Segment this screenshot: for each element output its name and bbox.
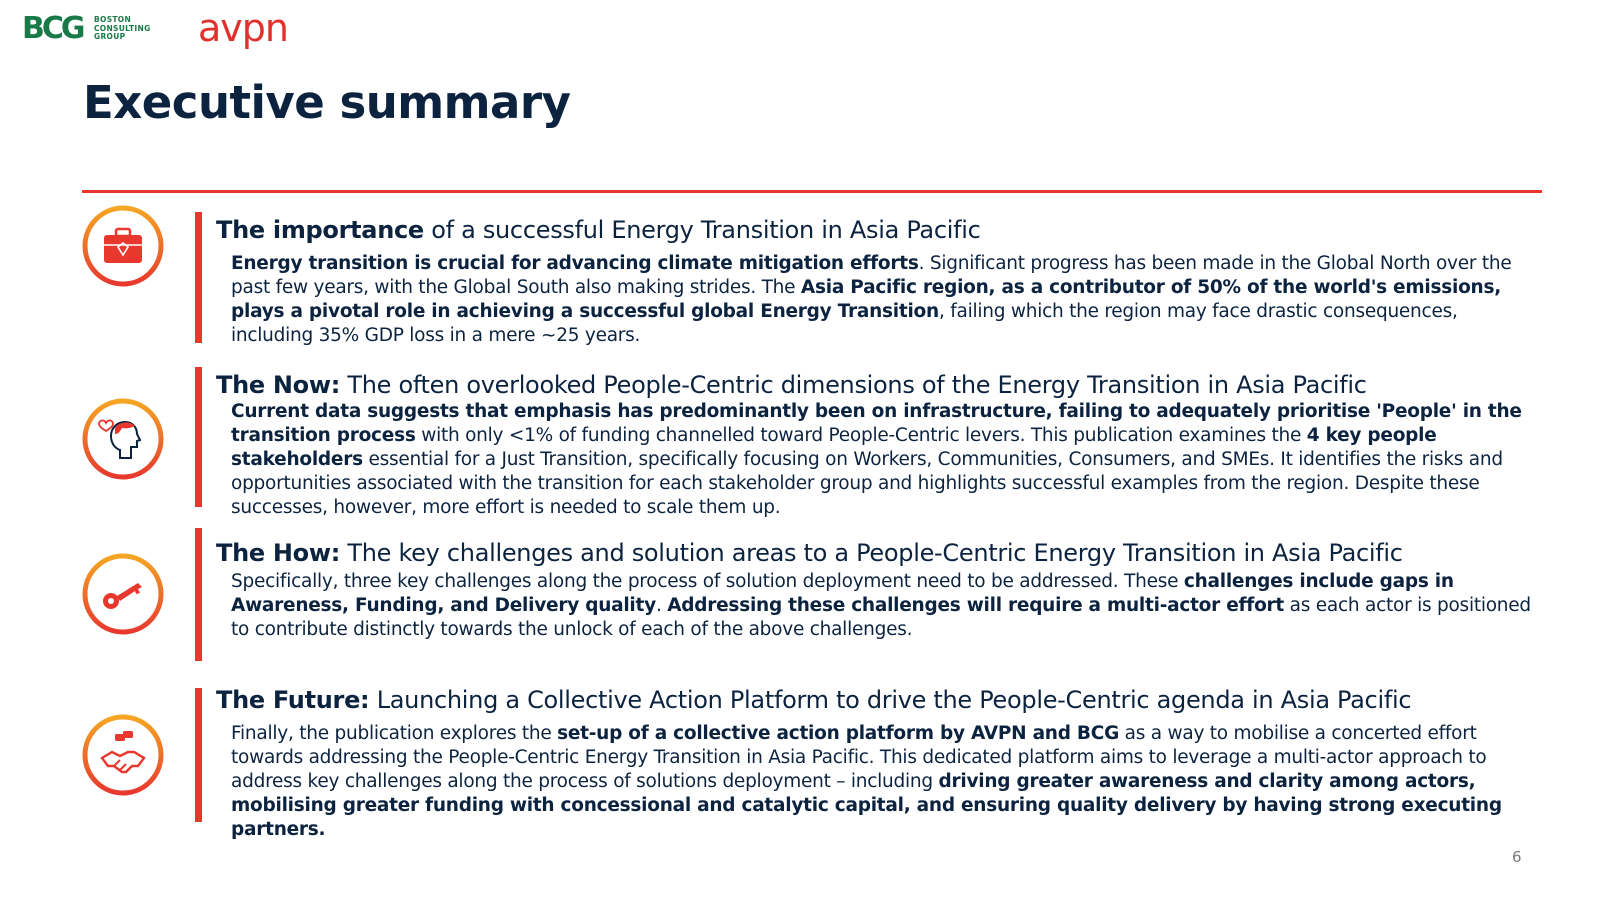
section-heading-how: The How: The key challenges and solution areas to a People-Centric Energy Transition in Asia Pacific: [216, 539, 1403, 567]
body-emphasis: Current data suggests that emphasis has predominantly been on infrastructure, failing to adequately prioritise 'People' in the transition process: [231, 401, 1522, 446]
avpn-logo: avpn: [198, 6, 288, 50]
body-emphasis: set-up of a collective action platform by AVPN and BCG: [557, 723, 1120, 744]
briefcase-icon: [82, 205, 164, 287]
key-icon: [82, 553, 164, 635]
handshake-icon: [82, 714, 164, 796]
section-body-now: [231, 400, 1541, 520]
section-bar: [195, 212, 202, 343]
body-text: as a way to mobilise a concerted effort towards addressing the People-Centric Energy Transition in Asia Pacific. This dedicated platform aims to leverage a multi-actor approach to address key challenges along the process of solutions deployment – including: [231, 723, 1487, 792]
body-text: with only <1% of funding channelled toward People-Centric levers. This publication examines the: [415, 425, 1307, 446]
section-bar: [195, 528, 202, 661]
body-emphasis: driving greater awareness and clarity among actors, mobilising greater funding with concessional and catalytic capital, and ensuring quality delivery by having strong executing partners.: [231, 771, 1502, 840]
body-text: .: [655, 595, 668, 616]
body-text: . Significant progress has been made in the Global North over the past few years, with the Global South also making strides. The: [231, 253, 1512, 298]
body-text: as each actor is positioned to contribute distinctly towards the unlock of each of the above challenges.: [231, 595, 1531, 640]
bcg-logo-text: BOSTON CONSULTING GROUP: [94, 15, 151, 41]
section-heading-future: The Future: Launching a Collective Action Platform to drive the People-Centric agenda in Asia Pacific: [216, 686, 1412, 714]
body-text: Finally, the publication explores the: [231, 723, 558, 744]
body-emphasis: 4 key people stakeholders: [231, 425, 1437, 470]
body-text: , failing which the region may face drastic consequences, including 35% GDP loss in a mere ~25 years.: [231, 301, 1458, 346]
body-emphasis: Energy transition is crucial for advancing climate mitigation efforts: [231, 253, 919, 274]
person-heart-icon: [82, 398, 164, 480]
section-body-future: [231, 722, 1541, 842]
body-emphasis: Addressing these challenges will require a multi-actor effort: [667, 595, 1285, 616]
bcg-logo: BCG: [22, 11, 83, 46]
section-bar: [195, 688, 202, 822]
title-divider: [82, 190, 1542, 193]
section-body-how: [231, 570, 1541, 642]
body-text: Specifically, three key challenges along the process of solution deployment need to be addressed. These: [231, 571, 1184, 592]
section-bar: [195, 367, 202, 507]
body-text: essential for a Just Transition, specifically focusing on Workers, Communities, Consumers, and SMEs. It identifies the risks and opportunities associated with the transition for each stakeholder group and highlights successful examples from the region. Despite these successes, however, more effort is needed to scale them up.: [231, 449, 1503, 518]
section-body-importance: [231, 252, 1541, 348]
section-heading-importance: The importance of a successful Energy Transition in Asia Pacific: [216, 216, 981, 244]
page-number: 6: [1512, 848, 1522, 866]
section-heading-now: The Now: The often overlooked People-Centric dimensions of the Energy Transition in Asia Pacific: [216, 371, 1367, 399]
page-title: Executive summary: [83, 76, 571, 129]
body-emphasis: challenges include gaps in Awareness, Funding, and Delivery quality: [231, 571, 1454, 616]
body-emphasis: Asia Pacific region, as a contributor of 50% of the world's emissions, plays a pivotal role in achieving a successful global Energy Transition: [231, 277, 1502, 322]
